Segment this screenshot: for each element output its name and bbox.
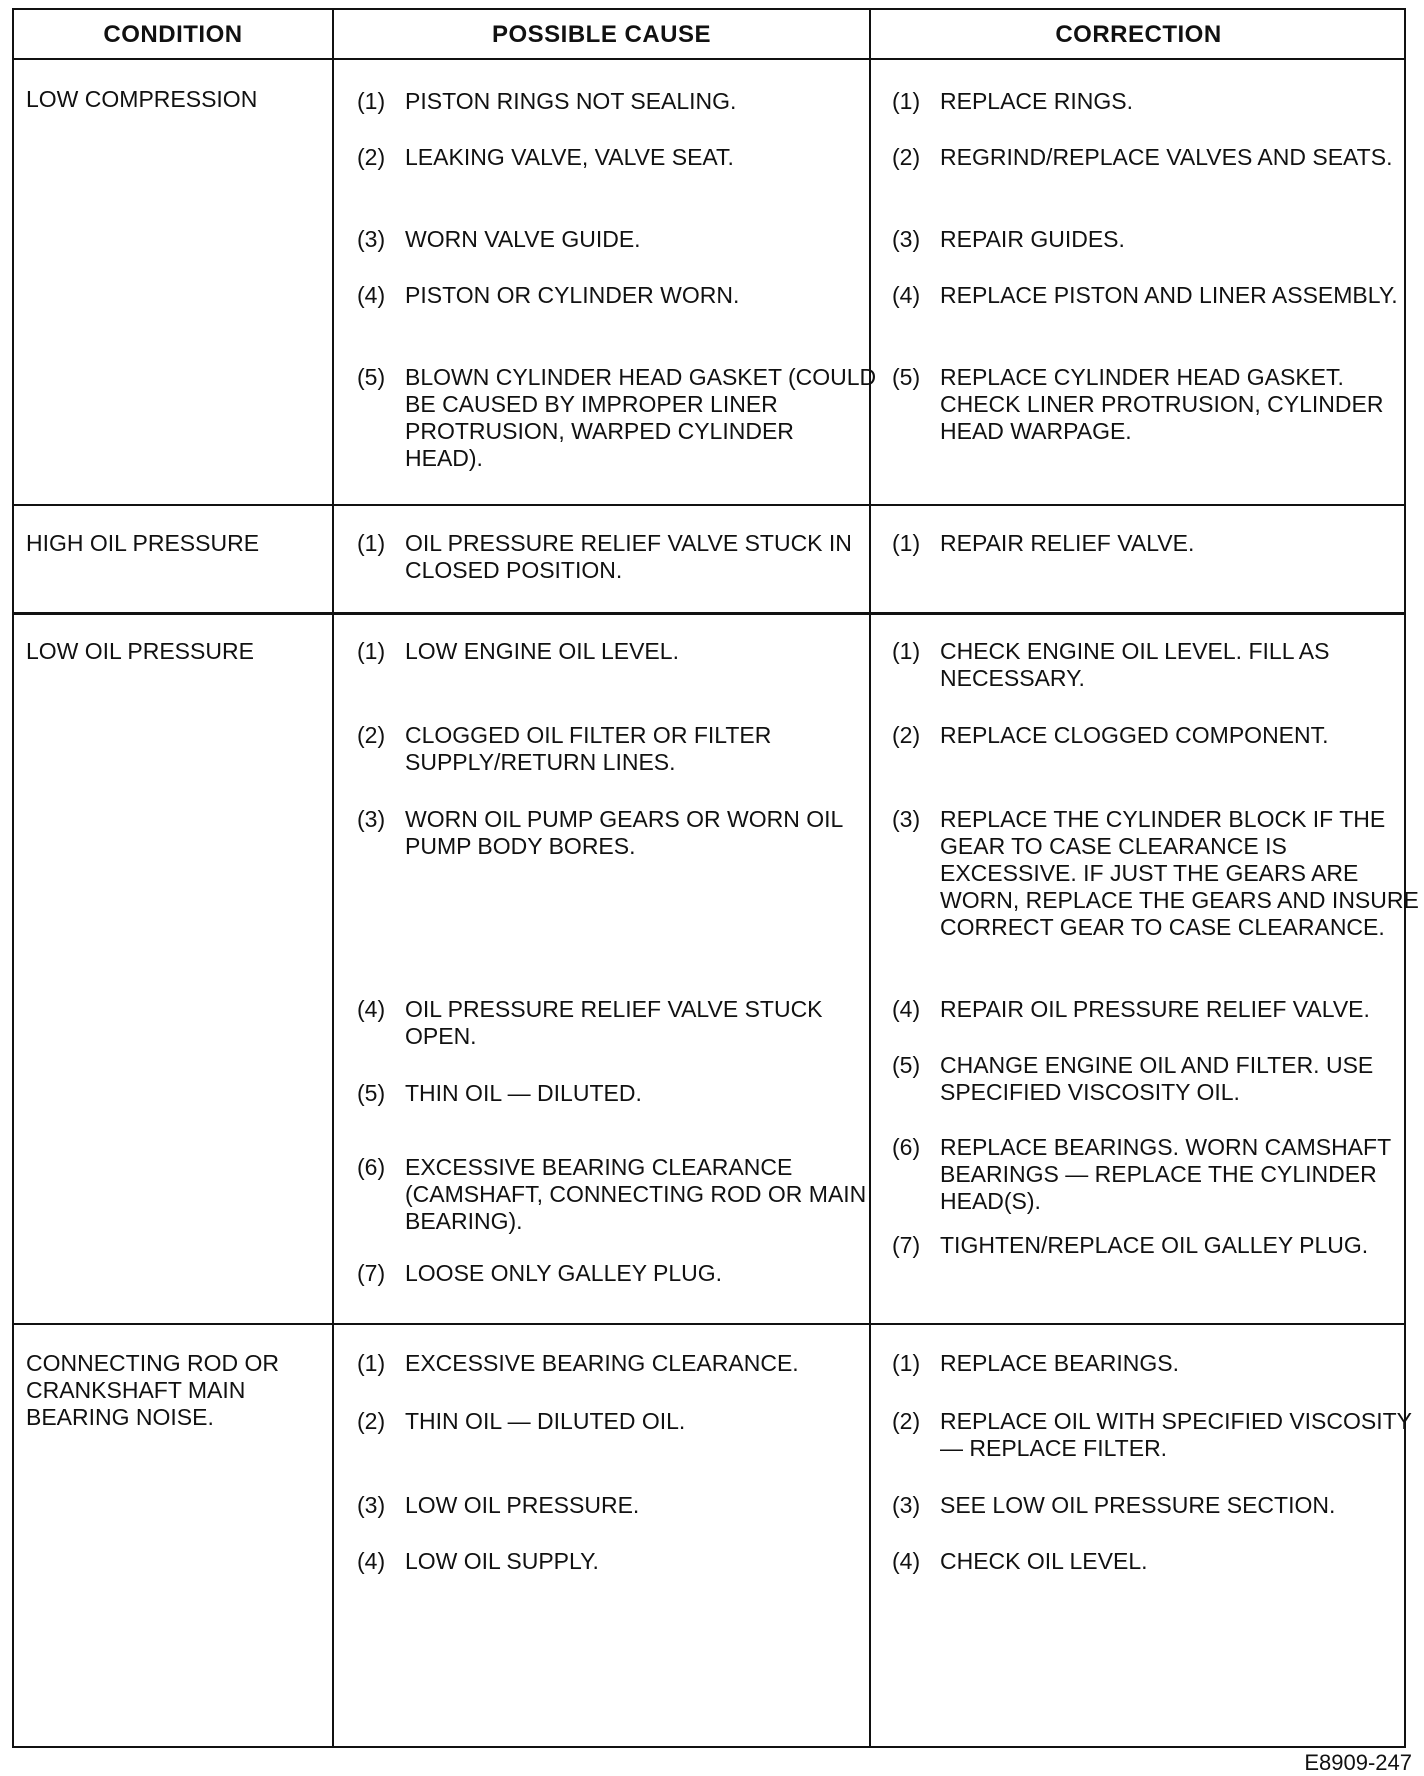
item-text: WORN OIL PUMP GEARS OR WORN OIL PUMP BODY BORES. xyxy=(405,806,843,859)
item-text: REPLACE RINGS. xyxy=(940,88,1133,114)
item-number: (4) xyxy=(892,1548,921,1574)
cause-item xyxy=(357,638,877,665)
row-divider xyxy=(14,612,1404,615)
item-text: REPLACE BEARINGS. xyxy=(940,1350,1180,1376)
cause-item xyxy=(357,1154,877,1235)
item-text: REPLACE THE CYLINDER BLOCK IF THE GEAR TO CASE CLEARANCE IS EXCESSIVE. IF JUST THE GEARS ARE WORN, REPLACE THE GEARS AND INSURE CORRECT GEAR TO CASE CLEARANCE. xyxy=(940,806,1419,940)
item-number: (6) xyxy=(357,1154,386,1180)
cause-item xyxy=(357,1548,877,1575)
row-divider xyxy=(14,504,1404,506)
cause-item xyxy=(357,88,877,115)
item-text: REPAIR RELIEF VALVE. xyxy=(940,530,1195,556)
item-number: (3) xyxy=(892,1492,921,1518)
item-number: (1) xyxy=(892,88,921,114)
item-number: (4) xyxy=(892,996,921,1022)
cause-item xyxy=(357,722,877,776)
cause-item xyxy=(357,1080,877,1107)
item-text: REPAIR OIL PRESSURE RELIEF VALVE. xyxy=(940,996,1370,1022)
item-number: (1) xyxy=(357,638,386,664)
correction-item xyxy=(892,364,1422,445)
condition-cell: LOW OIL PRESSURE xyxy=(26,638,254,664)
correction-item xyxy=(892,88,1422,115)
item-text: PISTON OR CYLINDER WORN. xyxy=(405,282,740,308)
item-text: CHECK OIL LEVEL. xyxy=(940,1548,1148,1574)
item-number: (2) xyxy=(357,1408,386,1434)
item-number: (3) xyxy=(357,226,386,252)
condition-cell: CONNECTING ROD OR CRANKSHAFT MAIN BEARING NOISE. xyxy=(26,1350,279,1430)
item-text: THIN OIL — DILUTED. xyxy=(405,1080,642,1106)
item-text: WORN VALVE GUIDE. xyxy=(405,226,641,252)
item-number: (2) xyxy=(357,722,386,748)
item-text: TIGHTEN/REPLACE OIL GALLEY PLUG. xyxy=(940,1232,1369,1258)
item-text: OIL PRESSURE RELIEF VALVE STUCK IN CLOSED POSITION. xyxy=(405,530,852,583)
item-text: REPLACE PISTON AND LINER ASSEMBLY. xyxy=(940,282,1398,308)
item-number: (5) xyxy=(892,1052,921,1078)
correction-item xyxy=(892,806,1422,941)
row-divider xyxy=(14,1323,1404,1325)
item-number: (3) xyxy=(892,226,921,252)
item-text: LOW OIL PRESSURE. xyxy=(405,1492,640,1518)
item-number: (2) xyxy=(357,144,386,170)
item-text: LOW OIL SUPPLY. xyxy=(405,1548,599,1574)
item-number: (4) xyxy=(892,282,921,308)
item-text: CHANGE ENGINE OIL AND FILTER. USE SPECIFIED VISCOSITY OIL. xyxy=(940,1052,1374,1105)
item-number: (3) xyxy=(357,806,386,832)
item-number: (5) xyxy=(892,364,921,390)
cause-item xyxy=(357,1408,877,1435)
item-number: (2) xyxy=(892,1408,921,1434)
item-text: OIL PRESSURE RELIEF VALVE STUCK OPEN. xyxy=(405,996,823,1049)
item-text: EXCESSIVE BEARING CLEARANCE. xyxy=(405,1350,799,1376)
item-number: (1) xyxy=(357,1350,386,1376)
column-divider xyxy=(869,10,871,1746)
correction-item xyxy=(892,282,1422,309)
cause-item xyxy=(357,1492,877,1519)
item-text: LOW ENGINE OIL LEVEL. xyxy=(405,638,679,664)
item-number: (4) xyxy=(357,282,386,308)
item-number: (3) xyxy=(357,1492,386,1518)
item-number: (1) xyxy=(357,530,386,556)
item-number: (5) xyxy=(357,1080,386,1106)
item-number: (7) xyxy=(357,1260,386,1286)
cause-item xyxy=(357,144,877,171)
cause-item xyxy=(357,996,877,1050)
condition-cell: HIGH OIL PRESSURE xyxy=(26,530,260,556)
item-number: (1) xyxy=(892,638,921,664)
header-condition: CONDITION xyxy=(103,21,243,48)
item-number: (2) xyxy=(892,722,921,748)
troubleshooting-table xyxy=(12,8,1419,1748)
correction-item xyxy=(892,1548,1422,1575)
item-number: (2) xyxy=(892,144,921,170)
item-text: REPLACE OIL WITH SPECIFIED VISCOSITY — REPLACE FILTER. xyxy=(940,1408,1412,1461)
header-correction: CORRECTION xyxy=(1055,21,1222,48)
item-text: LEAKING VALVE, VALVE SEAT. xyxy=(405,144,734,170)
cause-item xyxy=(357,1350,877,1377)
item-number: (4) xyxy=(357,996,386,1022)
item-text: REPLACE BEARINGS. WORN CAMSHAFT BEARINGS — REPLACE THE CYLINDER HEAD(S). xyxy=(940,1134,1391,1214)
item-number: (3) xyxy=(892,806,921,832)
correction-item xyxy=(892,144,1422,171)
item-number: (1) xyxy=(892,530,921,556)
item-text: REPLACE CYLINDER HEAD GASKET. CHECK LINER PROTRUSION, CYLINDER HEAD WARPAGE. xyxy=(940,364,1384,444)
item-text: REGRIND/REPLACE VALVES AND SEATS. xyxy=(940,144,1393,170)
cause-item xyxy=(357,364,877,472)
correction-item xyxy=(892,638,1422,692)
item-text: REPAIR GUIDES. xyxy=(940,226,1125,252)
correction-item xyxy=(892,1492,1422,1519)
item-number: (4) xyxy=(357,1548,386,1574)
cause-item xyxy=(357,282,877,309)
item-text: EXCESSIVE BEARING CLEARANCE (CAMSHAFT, CONNECTING ROD OR MAIN BEARING). xyxy=(405,1154,867,1234)
item-number: (5) xyxy=(357,364,386,390)
condition-cell: LOW COMPRESSION xyxy=(26,86,258,112)
cause-item xyxy=(357,226,877,253)
correction-item xyxy=(892,1408,1422,1462)
correction-item xyxy=(892,1350,1422,1377)
correction-item xyxy=(892,530,1422,557)
cause-item xyxy=(357,806,877,860)
header-possible-cause: POSSIBLE CAUSE xyxy=(491,21,712,48)
item-number: (7) xyxy=(892,1232,921,1258)
correction-item xyxy=(892,1134,1422,1215)
item-number: (6) xyxy=(892,1134,921,1160)
correction-item xyxy=(892,1232,1422,1259)
column-divider xyxy=(332,10,334,1746)
correction-item xyxy=(892,996,1422,1023)
item-text: REPLACE CLOGGED COMPONENT. xyxy=(940,722,1329,748)
correction-item xyxy=(892,1052,1422,1106)
item-text: CLOGGED OIL FILTER OR FILTER SUPPLY/RETURN LINES. xyxy=(405,722,772,775)
item-text: THIN OIL — DILUTED OIL. xyxy=(405,1408,686,1434)
item-text: PISTON RINGS NOT SEALING. xyxy=(405,88,737,114)
cause-item xyxy=(357,530,877,584)
item-text: LOOSE ONLY GALLEY PLUG. xyxy=(405,1260,723,1286)
item-text: BLOWN CYLINDER HEAD GASKET (COULD BE CAUSED BY IMPROPER LINER PROTRUSION, WARPED CYLINDER HEAD). xyxy=(405,364,877,471)
cause-item xyxy=(357,1260,877,1287)
item-text: SEE LOW OIL PRESSURE SECTION. xyxy=(940,1492,1336,1518)
figure-code: E8909-247 xyxy=(1304,1750,1412,1775)
item-number: (1) xyxy=(357,88,386,114)
item-number: (1) xyxy=(892,1350,921,1376)
correction-item xyxy=(892,226,1422,253)
item-text: CHECK ENGINE OIL LEVEL. FILL AS NECESSARY. xyxy=(940,638,1330,691)
correction-item xyxy=(892,722,1422,749)
